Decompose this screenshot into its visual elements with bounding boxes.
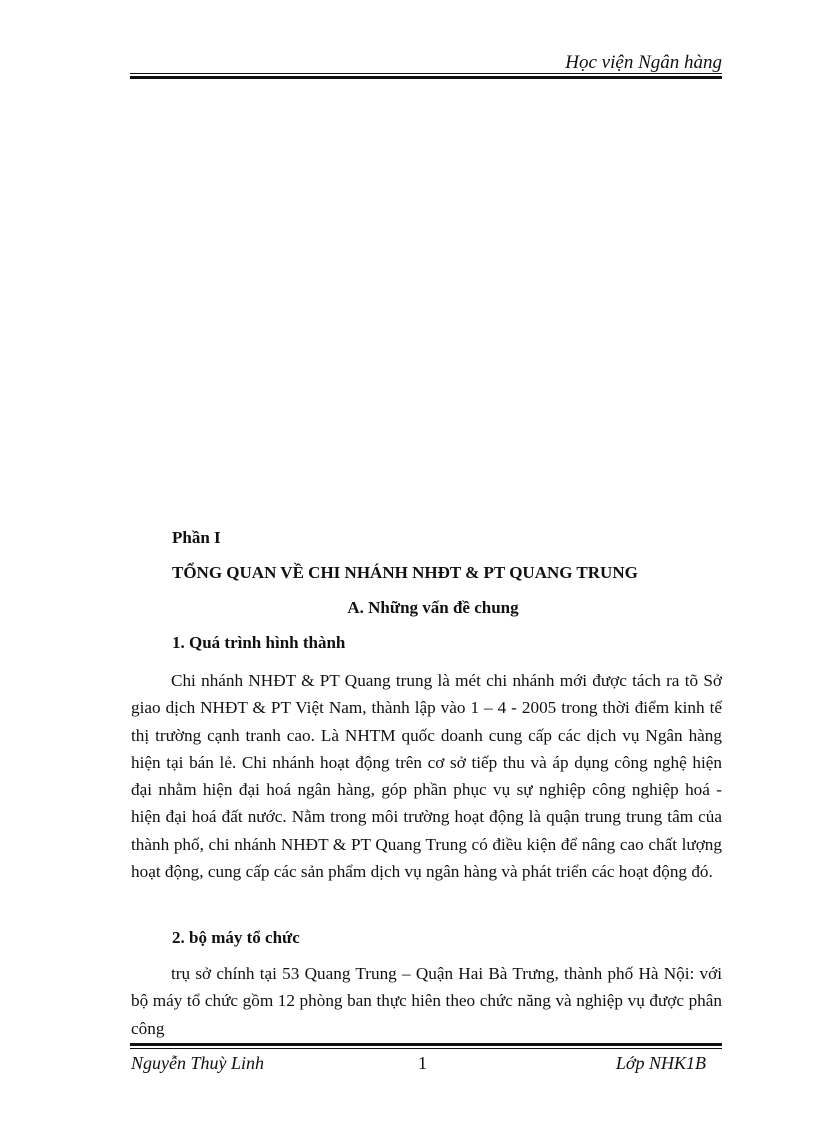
footer-class: Lớp NHK1B (615, 1053, 706, 1073)
header-title: Học viện Ngân hàng (565, 52, 722, 73)
subsection-1-heading: 1. Quá trình hình thành (172, 633, 346, 652)
header-rule (130, 73, 722, 79)
chapter-title: TỔNG QUAN VỀ CHI NHÁNH NHĐT & PT QUANG TRUNG (172, 563, 638, 582)
subsection-2-paragraph: trụ sở chính tại 53 Quang Trung – Quận Hai Bà Trưng, thành phố Hà Nội: với bộ máy tổ chức gồm 12 phòng ban thực hiên theo chức năng và nghiệp vụ được phân công (131, 964, 722, 1038)
page-number: 1 (418, 1053, 427, 1073)
part-label: Phần I (172, 528, 221, 547)
footer-rule (130, 1043, 722, 1049)
subsection-2-heading: 2. bộ máy tổ chức (172, 928, 300, 947)
subsection-1-paragraph: Chi nhánh NHĐT & PT Quang trung là mét chi nhánh mới được tách ra tõ Sở giao dịch NHĐT & PT Việt Nam, thành lập vào 1 – 4 - 2005 trong thời điểm kinh tế thị trường cạnh tranh cao. Là NHTM quốc doanh cung cấp các dịch vụ Ngân hàng hiện tại bán lẻ. Chi nhánh hoạt động trên cơ sở tiếp thu và áp dụng công nghệ hiện đại nhằm hiện đại hoá ngân hàng, góp phần phục vụ sự nghiệp công nghiệp hoá - hiện đại hoá đất nước. Nằm trong môi trường hoạt động là quận trung trung tâm của thành phố, chi nhánh NHĐT & PT Quang Trung có điều kiện để nâng cao chất lượng hoạt động, cung cấp các sản phẩm dịch vụ ngân hàng và phát triển các hoạt động đó. (131, 671, 722, 882)
section-title: A. Những vấn đề chung (347, 598, 519, 617)
footer-author: Nguyễn Thuỳ Linh (131, 1053, 264, 1073)
